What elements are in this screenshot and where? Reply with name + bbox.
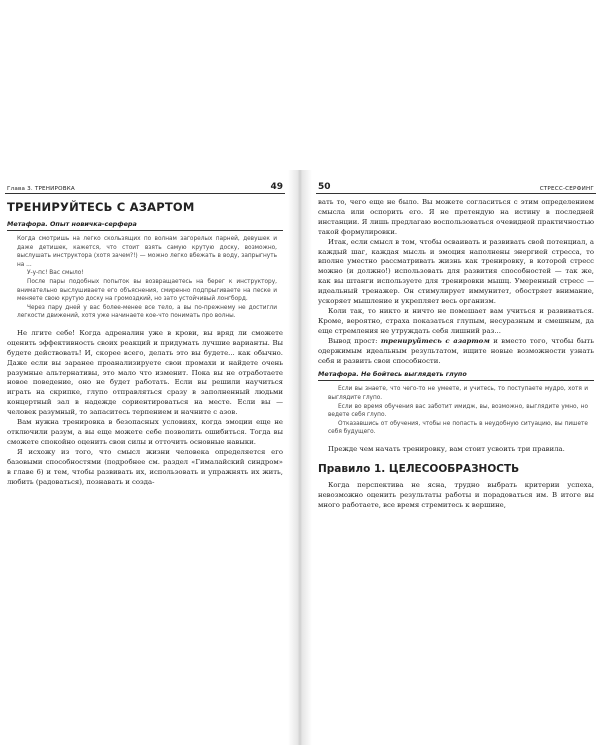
body-text (318, 481, 594, 511)
body-paragraph: Прежде чем начать тренировку, вам стоит усвоить три правила. (328, 444, 565, 453)
body-paragraph: Я исхожу из того, что смысл жизни человека определяется его базовыми способностями (подробнее см. раздел «Гималайский синдром» в главе 6) и тем, чтобы развивать их, использовать и упражнять их жить, любить (радоваться), познавать и созда- (7, 447, 283, 486)
body-paragraph: Не лгите себе! Когда адреналин уже в крови, вы вряд ли сможете оценить эффективность своих реакций и придумать лучшие варианты. Вы будете действовать! И, скорее всего, делать это вы будете... как обычно. Даже если вы заранее проанализируете свои промахи и найдете очень разумные альтернативы, это мало что изменит. Пока вы не отработаете новое поведение, оно не будет работать. Если вы решили научиться играть на скрипке, глупо отправляться сразу в заполненный людьми концертный зал в надежде сориентироваться на месте. Если вы — человек разумный, то запаситесь терпением и начните с азов. (7, 328, 283, 417)
body-paragraph: Коли так, то никто и ничто не помешает вам учиться и развиваться. Кроме, вероятно, страха показаться глупым, несуразным и смешным, да еще стремления не утруждать себя лишний раз... (318, 306, 594, 335)
running-header (5, 178, 285, 194)
section-label: СТРЕСС-СЕРФИНГ (539, 186, 594, 192)
page-number: 49 (270, 182, 283, 192)
metaphor-paragraph: Если вы знаете, что чего-то не умеете, и учитесь, то поступаете мудро, хотя и выглядите глупо. (328, 386, 588, 401)
metaphor-paragraph: Через пару дней у вас более-менее все тело, а вы по-прежнему не достигли легкости движений, хотя уже начинаете кое-что понимать про волны. (17, 304, 277, 320)
page-number: 50 (318, 182, 331, 192)
body-paragraph: вать то, чего еще не было. Вы можете согласиться с этим определением смысла или оспорить его. Я не претендую на истину в последней инстанции. Я лишь предлагаю воспользоваться очевидной практичностью такой формулировки. (318, 198, 594, 236)
metaphor-title: Метафора. Опыт новичка-серфера (7, 220, 283, 231)
section-label: Глава 3. ТРЕНИРОВКА (7, 186, 75, 192)
book-spine (288, 170, 312, 745)
body-text (318, 445, 594, 455)
metaphor-box (318, 385, 594, 441)
body-paragraph: Когда перспектива не ясна, трудно выбрать критерии успеха, невозможно оценить результаты работы и порадоваться им. В итоге вы много работаете, все время стремитесь к вершине, (318, 480, 594, 509)
body-text (7, 329, 283, 488)
metaphor-paragraph: Когда смотришь на легко скользящих по волнам загорелых парней, девушек и даже детишек, кажется, что стоит взять самую крутую доску, возможно, выслушать инструктора (хотя зачем?!) — можно легко вбежать в воду, запрыгнуть на ... (17, 236, 277, 268)
rule-title: Правило 1. ЦЕЛЕСООБРАЗНОСТЬ (318, 462, 520, 475)
metaphor-paragraph: У-у-пс! Вас смыло! (27, 270, 84, 277)
metaphor-title: Метафора. Не бойтесь выглядеть глупо (318, 370, 594, 381)
body-paragraph: Итак, если смысл в том, чтобы осваивать и развивать свой потенциал, а каждый шаг, каждая мысль и эмоция наполнены энергией стресса, то вполне уместно рассматривать жизнь как тренировку, в которой стресс можно (и должно!) использовать для развития способностей — так же, как вы штанги используете для тренировки мышц. Умеренный стресс — идеальный тренажер. Он стимулирует иммунитет, обостряет внимание, ускоряет мышление и укрепляет весь организм. (318, 237, 594, 306)
metaphor-paragraph: После пары подобных попыток вы возвращаетесь на берег к инструктору, внимательно выслушиваете его объяснения, смиренно подпрыгиваете на песке и меняете свою крутую доску на громоздкий, но зато устойчивый лонгборд. (17, 278, 277, 303)
conclusion-paragraph: Вывод прост: тренируйтесь с азартом и вместо того, чтобы быть одержимым идеальным результатом, ищите новые возможности узнать себя и развить свои способности. (318, 336, 594, 365)
metaphor-paragraph: Если во время обучения вас заботит имидж, вы, возможно, выглядите умно, но ведете себя глупо. (328, 403, 588, 419)
metaphor-paragraph: Отказавшись от обучения, чтобы не попасть в неудобную ситуацию, вы пишете себя будущего. (328, 420, 588, 436)
body-text (318, 198, 594, 366)
chapter-title: ТРЕНИРУЙТЕСЬ С АЗАРТОМ (7, 200, 195, 214)
right-page (316, 178, 596, 738)
running-header (316, 178, 596, 194)
metaphor-box (7, 235, 283, 325)
left-page (5, 178, 285, 738)
body-paragraph: Вам нужна тренировка в безопасных условиях, когда эмоции еще не отключили разум, а вы еще можете себе позволить ошибиться. Тогда вы сможете спокойно оценить свои силы и отточить основные навыки. (7, 418, 283, 446)
